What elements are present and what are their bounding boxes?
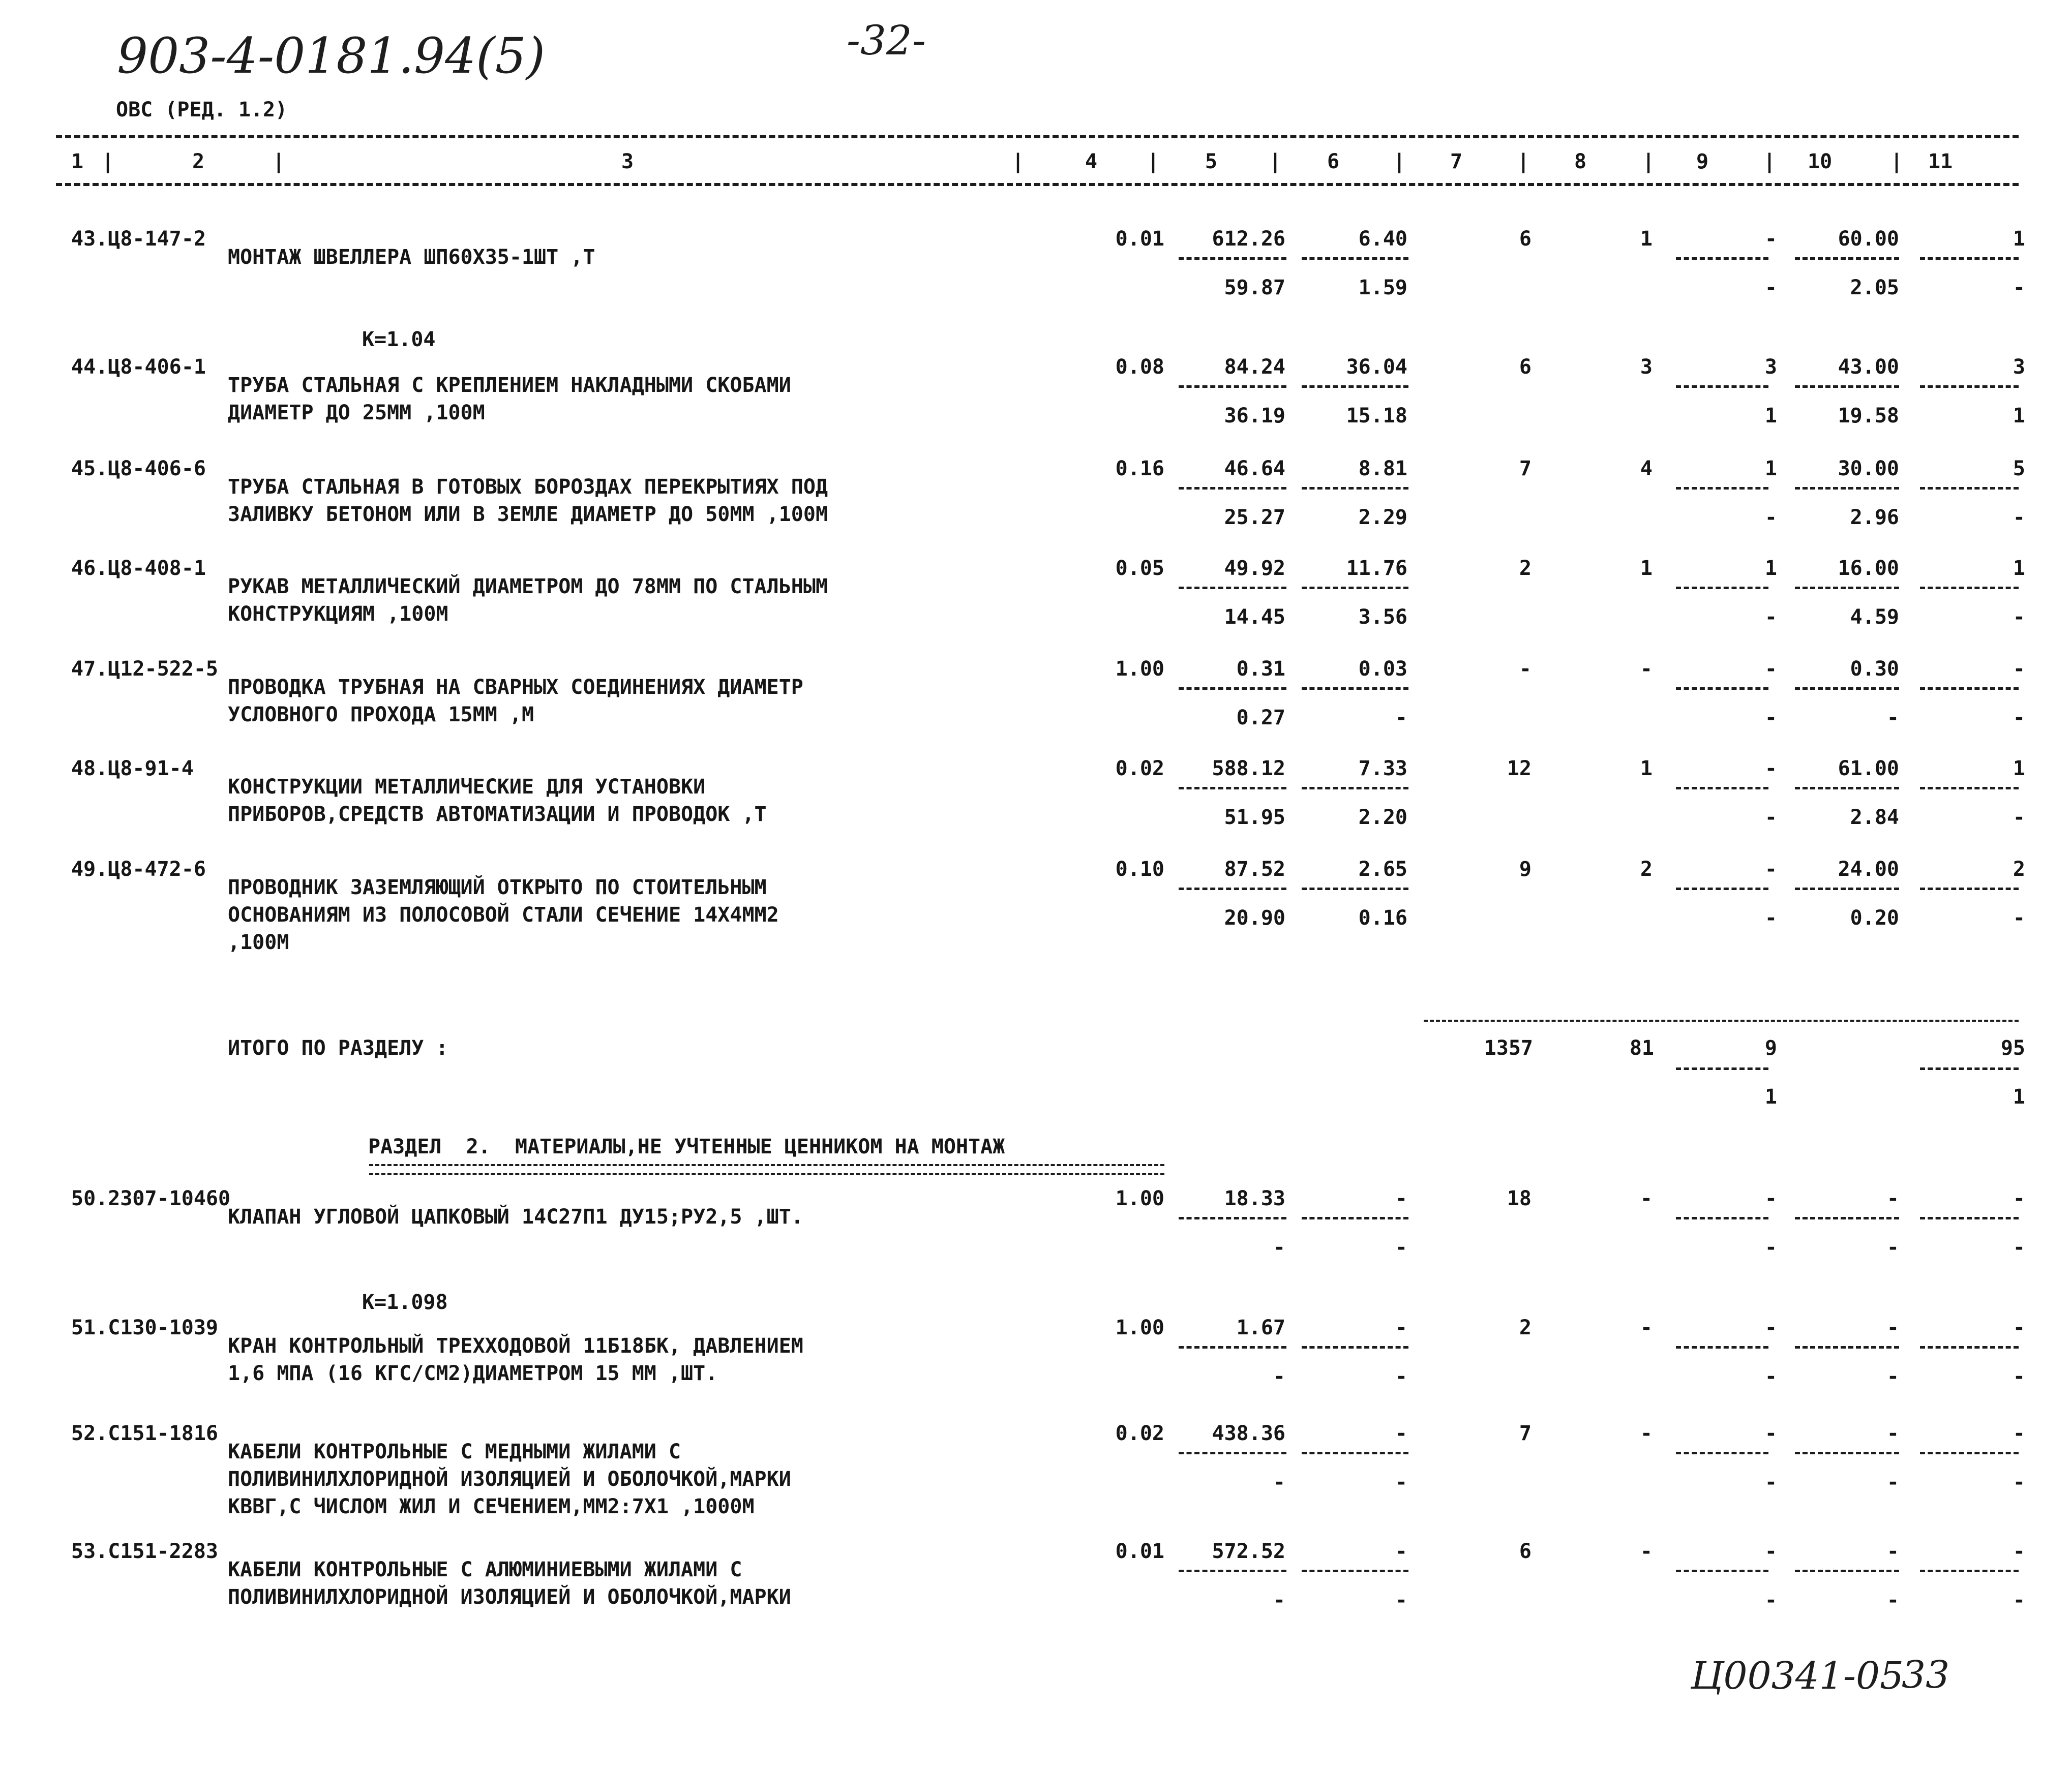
cell-c10-bottom: - [1886, 1471, 1899, 1494]
cell-c9-top: - [1764, 1540, 1777, 1563]
fraction-line [1795, 888, 1899, 890]
fraction-line [1179, 1570, 1286, 1572]
cell-c10-top: - [1886, 1422, 1899, 1445]
cell-c7: 6 [1519, 227, 1532, 251]
fraction-line [1179, 888, 1286, 890]
fraction-line [1920, 787, 2019, 789]
cell-c5-top: 49.92 [1224, 557, 1285, 580]
fraction-line [1179, 257, 1286, 260]
cell-c5-bottom: 0.27 [1236, 706, 1285, 729]
fraction-line [1302, 587, 1408, 589]
cell-c6-bottom: - [1395, 1236, 1407, 1259]
cell-c5-bottom: 51.95 [1224, 806, 1285, 829]
fraction-line [1920, 1217, 2019, 1219]
fraction-line [1795, 385, 1899, 388]
bottom-page-number: 33 [1902, 1653, 1950, 1697]
cell-c7: 12 [1507, 757, 1532, 780]
item-description: РУКАВ МЕТАЛЛИЧЕСКИЙ ДИАМЕТРОМ ДО 78ММ ПО СТАЛЬНЫМ [228, 575, 828, 598]
fraction-line [1676, 1570, 1768, 1572]
header-top-rule [56, 135, 2019, 138]
cell-c8: 1 [1640, 757, 1653, 780]
fraction-line [1179, 1346, 1286, 1349]
col-header-11: 11 [1928, 150, 1953, 173]
cell-c9-bottom: - [1764, 806, 1777, 829]
cell-c5-top: 87.52 [1224, 858, 1285, 881]
cell-c5-top: 1.67 [1236, 1316, 1285, 1339]
item-description: ПРОВОДКА ТРУБНАЯ НА СВАРНЫХ СОЕДИНЕНИЯХ ДИАМЕТР [228, 676, 803, 699]
cell-c8: - [1640, 1422, 1653, 1445]
fraction-line [1795, 1217, 1899, 1219]
fraction-line [1920, 687, 2019, 690]
cell-c7: 9 [1519, 858, 1532, 881]
cell-c11-bottom: - [2013, 706, 2025, 729]
fraction-line [1676, 487, 1768, 490]
cell-c10-top: 16.00 [1838, 557, 1899, 580]
item-description: УСЛОВНОГО ПРОХОДА 15ММ ,М [228, 703, 534, 726]
cell-c11-top: - [2013, 1187, 2025, 1210]
cell-c9-top: 1 [1764, 557, 1777, 580]
col-header-1: 1 [71, 150, 84, 173]
item-description: ДИАМЕТР ДО 25ММ ,100М [228, 401, 485, 424]
fraction-line [1302, 1346, 1408, 1349]
cell-c5-bottom: - [1273, 1589, 1285, 1612]
item-description: КРАН КОНТРОЛЬНЫЙ ТРЕХХОДОВОЙ 11Б18БК, ДАВЛЕНИЕМ [228, 1334, 803, 1358]
quantity-cell: 0.08 [1115, 355, 1164, 379]
cell-c9-bottom: 1 [1764, 404, 1777, 428]
cell-c11-bottom: - [2013, 1236, 2025, 1259]
col-separator: | [1517, 150, 1530, 173]
cell-c5-bottom: - [1273, 1471, 1285, 1494]
fraction-line [1676, 257, 1768, 260]
cell-c8: - [1640, 1540, 1653, 1563]
fraction-line [1676, 1217, 1768, 1219]
fraction-line [1795, 487, 1899, 490]
quantity-cell: 1.00 [1115, 657, 1164, 681]
cell-c10-top: 30.00 [1838, 457, 1899, 480]
cell-c7: - [1519, 657, 1532, 681]
totals-col11-fraction [1920, 1067, 2019, 1070]
item-description: ПРИБОРОВ,СРЕДСТВ АВТОМАТИЗАЦИИ И ПРОВОДОК ,Т [228, 803, 767, 826]
fraction-line [1795, 257, 1899, 260]
cell-c8: - [1640, 1187, 1653, 1210]
cell-c10-bottom: - [1886, 1589, 1899, 1612]
cell-c5-bottom: - [1273, 1236, 1285, 1259]
cell-c6-top: 0.03 [1358, 657, 1407, 681]
totals-col8: 81 [1629, 1036, 1654, 1060]
col-header-3: 3 [621, 150, 634, 173]
cell-c11-top: 1 [2013, 557, 2025, 580]
cell-c11-bottom: 1 [2013, 404, 2025, 428]
cell-c11-top: - [2013, 1540, 2025, 1563]
fraction-line [1676, 1346, 1768, 1349]
item-code: 51.С130-1039 [71, 1316, 218, 1339]
fraction-line [1179, 787, 1286, 789]
quantity-cell: 0.01 [1115, 1540, 1164, 1563]
fraction-line [1676, 687, 1768, 690]
cell-c6-bottom: 1.59 [1358, 276, 1407, 299]
cell-c6-bottom: 15.18 [1346, 404, 1407, 428]
fraction-line [1920, 257, 2019, 260]
cell-c6-top: 7.33 [1358, 757, 1407, 780]
cell-c11-top: 2 [2013, 858, 2025, 881]
item-description: 1,6 МПА (16 КГС/СМ2)ДИАМЕТРОМ 15 ММ ,ШТ. [228, 1362, 718, 1385]
fraction-line [1302, 1570, 1408, 1572]
cell-c5-top: 612.26 [1212, 227, 1285, 251]
fraction-line [1302, 1217, 1408, 1219]
col-separator: | [1890, 150, 1903, 173]
fraction-line [1795, 1570, 1899, 1572]
cell-c5-bottom: - [1273, 1365, 1285, 1388]
fraction-line [1795, 1452, 1899, 1454]
cell-c6-bottom: 3.56 [1358, 605, 1407, 629]
cell-c6-top: - [1395, 1540, 1407, 1563]
cell-c6-bottom: - [1395, 1589, 1407, 1612]
quantity-cell: 0.10 [1115, 858, 1164, 881]
cell-c5-top: 438.36 [1212, 1422, 1285, 1445]
fraction-line [1676, 787, 1768, 789]
item-code: 53.С151-2283 [71, 1540, 218, 1563]
item-description: КЛАПАН УГЛОВОЙ ЦАПКОВЫЙ 14С27П1 ДУ15;РУ2,5 ,ШТ. [228, 1205, 803, 1229]
cell-c9-bottom: - [1764, 706, 1777, 729]
fraction-line [1795, 1346, 1899, 1349]
col-header-2: 2 [192, 150, 205, 173]
cell-c6-top: 11.76 [1346, 557, 1407, 580]
cell-c7: 2 [1519, 1316, 1532, 1339]
item-code: 50.2307-10460 [71, 1187, 231, 1210]
cell-c9-top: - [1764, 1316, 1777, 1339]
col-separator: | [1012, 150, 1025, 173]
stamp-code: 903-4-0181.94(5) [117, 27, 546, 84]
cell-c9-top: - [1764, 657, 1777, 681]
cell-c5-bottom: 25.27 [1224, 506, 1285, 529]
col-separator: | [1393, 150, 1406, 173]
item-description: МОНТАЖ ШВЕЛЛЕРА ШП60Х35-1ШТ ,Т [228, 246, 595, 269]
cell-c10-bottom: 19.58 [1838, 404, 1899, 428]
fraction-line [1302, 385, 1408, 388]
cell-c10-top: 60.00 [1838, 227, 1899, 251]
quantity-cell: 0.02 [1115, 757, 1164, 780]
fraction-line [1179, 587, 1286, 589]
section2-title: РАЗДЕЛ 2. МАТЕРИАЛЫ,НЕ УЧТЕННЫЕ ЦЕННИКОМ НА МОНТАЖ [368, 1135, 1005, 1158]
item-code: 49.Ц8-472-6 [71, 858, 206, 881]
cell-c7: 2 [1519, 557, 1532, 580]
cell-c5-top: 0.31 [1236, 657, 1285, 681]
item-description: КОНСТРУКЦИЯМ ,100М [228, 602, 448, 626]
item-code: 44.Ц8-406-1 [71, 355, 206, 379]
fraction-line [1676, 587, 1768, 589]
cell-c6-bottom: 2.29 [1358, 506, 1407, 529]
cell-c10-bottom: - [1886, 706, 1899, 729]
col-separator: | [1147, 150, 1160, 173]
fraction-line [1179, 1452, 1286, 1454]
cell-c6-top: 36.04 [1346, 355, 1407, 379]
col-header-5: 5 [1205, 150, 1218, 173]
cell-c7: 6 [1519, 1540, 1532, 1563]
cell-c11-top: 3 [2013, 355, 2025, 379]
col-separator: | [1642, 150, 1655, 173]
fraction-line [1302, 888, 1408, 890]
cell-c10-top: 0.30 [1850, 657, 1899, 681]
cell-c6-bottom: - [1395, 1365, 1407, 1388]
cell-c7: 7 [1519, 457, 1532, 480]
fraction-line [1920, 888, 2019, 890]
quantity-cell: 1.00 [1115, 1316, 1164, 1339]
item-description: ТРУБА СТАЛЬНАЯ В ГОТОВЫХ БОРОЗДАХ ПЕРЕКРЫТИЯХ ПОД [228, 475, 828, 499]
cell-c7: 6 [1519, 355, 1532, 379]
item-description: ТРУБА СТАЛЬНАЯ С КРЕПЛЕНИЕМ НАКЛАДНЫМИ СКОБАМИ [228, 374, 791, 397]
fraction-line [1302, 487, 1408, 490]
totals-col9-fraction [1676, 1067, 1768, 1070]
cell-c10-bottom: 2.05 [1850, 276, 1899, 299]
cell-c6-top: - [1395, 1422, 1407, 1445]
col-header-8: 8 [1574, 150, 1587, 173]
fraction-line [1920, 1452, 2019, 1454]
cell-c6-top: - [1395, 1187, 1407, 1210]
col-separator: | [1269, 150, 1282, 173]
totals-col11-top: 95 [2000, 1036, 2025, 1060]
cell-c7: 7 [1519, 1422, 1532, 1445]
cell-c9-bottom: - [1764, 276, 1777, 299]
totals-col9-bottom: 1 [1764, 1085, 1777, 1109]
col-header-9: 9 [1696, 150, 1709, 173]
cell-c9-top: - [1764, 757, 1777, 780]
cell-c9-top: - [1764, 1422, 1777, 1445]
cell-c9-top: 1 [1764, 457, 1777, 480]
cell-c5-bottom: 14.45 [1224, 605, 1285, 629]
cell-c10-top: 61.00 [1838, 757, 1899, 780]
cell-c11-top: - [2013, 657, 2025, 681]
fraction-line [1795, 587, 1899, 589]
fraction-line [1179, 487, 1286, 490]
col-separator: | [102, 150, 114, 173]
fraction-line [1302, 687, 1408, 690]
cell-c5-top: 84.24 [1224, 355, 1285, 379]
totals-col7: 1357 [1484, 1036, 1533, 1060]
cell-c10-top: - [1886, 1187, 1899, 1210]
item-description: КОНСТРУКЦИИ МЕТАЛЛИЧЕСКИЕ ДЛЯ УСТАНОВКИ [228, 775, 706, 799]
cell-c5-top: 572.52 [1212, 1540, 1285, 1563]
cell-c9-bottom: - [1764, 1236, 1777, 1259]
item-code: 48.Ц8-91-4 [71, 757, 194, 780]
cell-c6-top: 8.81 [1358, 457, 1407, 480]
cell-c11-bottom: - [2013, 806, 2025, 829]
cell-c9-top: - [1764, 1187, 1777, 1210]
cell-c11-bottom: - [2013, 506, 2025, 529]
cell-c11-bottom: - [2013, 605, 2025, 629]
fraction-line [1676, 1452, 1768, 1454]
cell-c5-bottom: 20.90 [1224, 906, 1285, 930]
bottom-code: Ц00341-05 [1691, 1654, 1904, 1698]
col-header-6: 6 [1327, 150, 1340, 173]
cell-c10-top: 43.00 [1838, 355, 1899, 379]
fraction-line [1920, 1570, 2019, 1572]
cell-c9-top: 3 [1764, 355, 1777, 379]
cell-c10-bottom: - [1886, 1236, 1899, 1259]
cell-c8: - [1640, 1316, 1653, 1339]
cell-c5-top: 46.64 [1224, 457, 1285, 480]
page-mark: -32- [847, 17, 926, 64]
header-bottom-rule [56, 183, 2019, 186]
cell-c9-bottom: - [1764, 1589, 1777, 1612]
fraction-line [1920, 587, 2019, 589]
cell-c10-bottom: - [1886, 1365, 1899, 1388]
cell-c5-bottom: 59.87 [1224, 276, 1285, 299]
totals-col9-top: 9 [1764, 1036, 1777, 1060]
col-separator: | [1763, 150, 1776, 173]
item-description: КАБЕЛИ КОНТРОЛЬНЫЕ С АЛЮМИНИЕВЫМИ ЖИЛАМИ С [228, 1558, 742, 1581]
item-description: ,100М [228, 931, 289, 954]
totals-rule [1424, 1020, 2019, 1022]
cell-c9-top: - [1764, 858, 1777, 881]
item-description: ОСНОВАНИЯМ ИЗ ПОЛОСОВОЙ СТАЛИ СЕЧЕНИЕ 14Х4ММ2 [228, 903, 779, 927]
fraction-line [1302, 787, 1408, 789]
col-separator: | [273, 150, 285, 173]
cell-c11-bottom: - [2013, 276, 2025, 299]
cell-c5-top: 18.33 [1224, 1187, 1285, 1210]
cell-c9-bottom: - [1764, 506, 1777, 529]
fraction-line [1795, 687, 1899, 690]
fraction-line [1676, 385, 1768, 388]
cell-c8: 1 [1640, 227, 1653, 251]
quantity-cell: 0.02 [1115, 1422, 1164, 1445]
cell-c11-bottom: - [2013, 1589, 2025, 1612]
item-code: 47.Ц12-522-5 [71, 657, 218, 681]
quantity-cell: 0.05 [1115, 557, 1164, 580]
fraction-line [1920, 487, 2019, 490]
cell-c6-bottom: 0.16 [1358, 906, 1407, 930]
item-description: ПОЛИВИНИЛХЛОРИДНОЙ ИЗОЛЯЦИЕЙ И ОБОЛОЧКОЙ,МАРКИ [228, 1468, 791, 1491]
cell-c7: 18 [1507, 1187, 1532, 1210]
fraction-line [1676, 888, 1768, 890]
fraction-line [1302, 1452, 1408, 1454]
item-code: 46.Ц8-408-1 [71, 557, 206, 580]
section2-title-underline [369, 1164, 1164, 1175]
item-code: 52.С151-1816 [71, 1422, 218, 1445]
col-header-7: 7 [1450, 150, 1463, 173]
fraction-line [1920, 385, 2019, 388]
document-subtitle: ОВС (РЕД. 1.2) [116, 98, 288, 121]
cell-c11-top: - [2013, 1316, 2025, 1339]
col-header-10: 10 [1808, 150, 1833, 173]
fraction-line [1179, 1217, 1286, 1219]
coefficient-note: К=1.098 [362, 1291, 448, 1314]
cell-c6-bottom: - [1395, 706, 1407, 729]
cell-c6-top: 6.40 [1358, 227, 1407, 251]
cell-c9-bottom: - [1764, 906, 1777, 930]
cell-c10-bottom: 2.96 [1850, 506, 1899, 529]
cell-c5-top: 588.12 [1212, 757, 1285, 780]
cell-c11-bottom: - [2013, 1365, 2025, 1388]
fraction-line [1795, 787, 1899, 789]
cell-c10-bottom: 4.59 [1850, 605, 1899, 629]
cell-c8: 4 [1640, 457, 1653, 480]
item-description: КВВГ,С ЧИСЛОМ ЖИЛ И СЕЧЕНИЕМ,ММ2:7Х1 ,1000М [228, 1495, 755, 1518]
cell-c5-bottom: 36.19 [1224, 404, 1285, 428]
item-description: ЗАЛИВКУ БЕТОНОМ ИЛИ В ЗЕМЛЕ ДИАМЕТР ДО 50ММ ,100М [228, 503, 828, 526]
coefficient-note: К=1.04 [362, 328, 436, 351]
cell-c8: 1 [1640, 557, 1653, 580]
cell-c8: 3 [1640, 355, 1653, 379]
cell-c11-bottom: - [2013, 906, 2025, 930]
cell-c10-bottom: 0.20 [1850, 906, 1899, 930]
cell-c11-top: - [2013, 1422, 2025, 1445]
fraction-line [1302, 257, 1408, 260]
cell-c9-top: - [1764, 227, 1777, 251]
cell-c6-bottom: - [1395, 1471, 1407, 1494]
cell-c8: - [1640, 657, 1653, 681]
quantity-cell: 0.16 [1115, 457, 1164, 480]
cell-c6-bottom: 2.20 [1358, 806, 1407, 829]
quantity-cell: 0.01 [1115, 227, 1164, 251]
cell-c6-top: - [1395, 1316, 1407, 1339]
fraction-line [1179, 385, 1286, 388]
quantity-cell: 1.00 [1115, 1187, 1164, 1210]
cell-c9-bottom: - [1764, 605, 1777, 629]
cell-c6-top: 2.65 [1358, 858, 1407, 881]
item-description: ПОЛИВИНИЛХЛОРИДНОЙ ИЗОЛЯЦИЕЙ И ОБОЛОЧКОЙ,МАРКИ [228, 1585, 791, 1609]
fraction-line [1920, 1346, 2019, 1349]
item-code: 43.Ц8-147-2 [71, 227, 206, 251]
cell-c10-top: 24.00 [1838, 858, 1899, 881]
cell-c11-top: 1 [2013, 757, 2025, 780]
fraction-line [1179, 687, 1286, 690]
cell-c9-bottom: - [1764, 1365, 1777, 1388]
cell-c10-top: - [1886, 1540, 1899, 1563]
item-code: 45.Ц8-406-6 [71, 457, 206, 480]
cell-c11-bottom: - [2013, 1471, 2025, 1494]
cell-c11-top: 1 [2013, 227, 2025, 251]
cell-c8: 2 [1640, 858, 1653, 881]
totals-label: ИТОГО ПО РАЗДЕЛУ : [228, 1036, 448, 1060]
item-description: ПРОВОДНИК ЗАЗЕМЛЯЮЩИЙ ОТКРЫТО ПО СТОИТЕЛЬНЫМ [228, 876, 767, 899]
cell-c10-top: - [1886, 1316, 1899, 1339]
cell-c9-bottom: - [1764, 1471, 1777, 1494]
col-header-4: 4 [1085, 150, 1098, 173]
cell-c11-top: 5 [2013, 457, 2025, 480]
cell-c10-bottom: 2.84 [1850, 806, 1899, 829]
item-description: КАБЕЛИ КОНТРОЛЬНЫЕ С МЕДНЫМИ ЖИЛАМИ С [228, 1440, 681, 1463]
totals-col11-bottom: 1 [2013, 1085, 2025, 1109]
